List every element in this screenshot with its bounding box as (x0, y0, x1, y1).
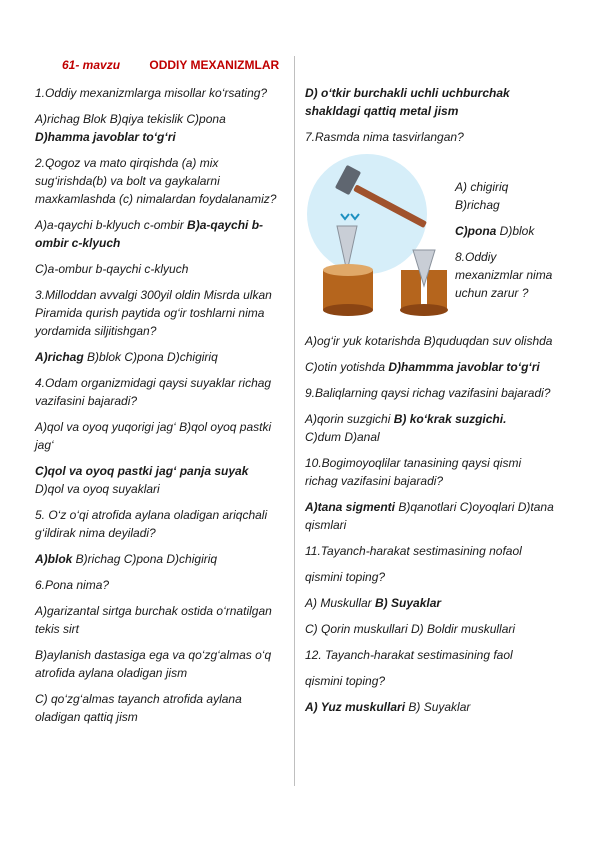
worksheet-header (62, 58, 279, 72)
q6-option-a: A)garizantal sirtga burchak ostida o‘rnatilgan tekis sirt (35, 604, 272, 636)
q4-option-d: D)qol va oyoq suyaklari (35, 482, 160, 496)
q2-option-a: A)a-qaychi b-klyuch c-ombir (35, 218, 188, 232)
q12-options-text: B) Suyaklar (405, 700, 471, 714)
q11-option-a: A) Muskullar (305, 596, 376, 610)
right-stump-left-half (401, 270, 421, 310)
question-8: 8.Oddiy mexanizmlar nima uchun zarur ? (455, 250, 553, 300)
question-4: 4.Odam organizmidagi qaysi suyaklar richag vazifasini bajaradi? (35, 376, 272, 408)
hammer-wedge-figure (305, 154, 555, 324)
question-11-options-ab (305, 594, 555, 612)
question-12: 12. Tayanch-harakat sestimasining faol (305, 648, 513, 662)
q9-option-a: A)qorin suzgichi (305, 412, 394, 426)
question-10: 10.Bogimoyoqlilar tanasining qaysi qismi richag vazifasini bajaradi? (305, 456, 522, 488)
question-9-options (305, 410, 555, 446)
q1-options-text: A)richag Blok B)qiya tekislik C)pona (35, 112, 226, 126)
q7-answer: C)pona (455, 224, 497, 238)
q7-options-ab (455, 178, 555, 214)
question-3-options (35, 348, 287, 366)
q7-options-cd (455, 222, 555, 240)
column-divider (294, 56, 295, 786)
q11-options-cd: C) Qorin muskullari D) Boldir muskullari (305, 622, 516, 636)
question-5: 5. O‘z o‘qi atrofida aylana oladigan ariqchali g‘ildirak nima deyiladi? (35, 508, 268, 540)
q11-answer: B) Suyaklar (375, 596, 442, 610)
left-stump-base (323, 304, 373, 316)
q8-options-ab: A)og‘ir yuk kotarishda B)quduqdan suv olishda (305, 334, 553, 348)
hammer-wedge-illustration-icon (305, 154, 455, 324)
q2-option-c: C)a-ombur b-qaychi c-klyuch (35, 262, 189, 276)
question-7: 7.Rasmda nima tasvirlangan? (305, 130, 464, 144)
question-10-options (305, 498, 555, 534)
q6-option-b: B)aylanish dastasiga ega va qo‘zg‘almas o‘q atrofida aylana oladigan jism (35, 648, 272, 680)
q7-option-a: A) chigiriq (455, 180, 509, 194)
q10-answer: A)tana sigmenti (305, 500, 396, 514)
q5-options-text: B)richag C)pona D)chigiriq (72, 552, 218, 566)
q5-answer: A)blok (35, 552, 73, 566)
q8-answer: D)hammma javoblar to‘g‘ri (388, 360, 540, 374)
question-2-options-ab (35, 216, 287, 252)
question-2: 2.Qogoz va mato qirqishda (a) mix sug‘irishda(b) va bolt va gaykalarni maxkamlashda (c) nimalardan foydalanamiz? (35, 156, 277, 206)
question-12-options (305, 698, 555, 716)
q4-answer: C)qol va oyoq pastki jag‘ panja suyak (35, 464, 249, 478)
q3-answer: A)richag (35, 350, 84, 364)
q7-option-b: B)richag (455, 198, 500, 212)
page-title: ODDIY MEXANIZMLAR (149, 58, 280, 72)
question-6: 6.Pona nima? (35, 578, 110, 592)
question-11-continued: qismini toping? (305, 570, 386, 584)
q6-option-c: C) qo‘zg‘almas tayanch atrofida aylana oladigan qattiq jism (35, 692, 242, 724)
q2-answer: B)a-qaychi b-ombir c-klyuch (35, 218, 264, 250)
topic-number: 61- mavzu (62, 58, 121, 72)
q3-options-text: B)blok C)pona D)chigiriq (83, 350, 218, 364)
right-stump-right-half (427, 270, 447, 310)
q12-answer: A) Yuz muskullari (305, 700, 406, 714)
right-column (305, 84, 555, 724)
question-5-options (35, 550, 287, 568)
q4-options-ab: A)qol va oyoq yuqorigi jag‘ B)qol oyoq pastki jag‘ (35, 420, 272, 452)
q7-option-d: D)blok (496, 224, 535, 238)
question-1: 1.Oddiy mexanizmlarga misollar ko‘rsating? (35, 86, 268, 100)
question-3: 3.Milloddan avvalgi 300yil oldin Misrda ulkan Piramida qurish paytida og‘ir toshlarni nima yordamida siljitishgan? (35, 288, 272, 338)
question-1-options (35, 110, 287, 146)
question-9: 9.Baliqlarning qaysi richag vazifasini bajaradi? (305, 386, 551, 400)
q1-answer: D)hamma javoblar to‘g‘ri (35, 130, 176, 144)
q8-option-c: C)otin yotishda (305, 360, 389, 374)
question-8-options-cd (305, 358, 555, 376)
q10-options-text: B)qanotlari C)oyoqlari D)tana qismlari (305, 500, 554, 532)
q7-q8-options (455, 178, 555, 310)
q9-answer: B) ko‘krak suzgichi. (393, 412, 507, 426)
q6-answer: D) o‘tkir burchakli uchli uchburchak shakldagi qattiq metal jism (305, 86, 510, 118)
question-4-options-cd (35, 462, 287, 498)
question-11: 11.Tayanch-harakat sestimasining nofaol (305, 544, 522, 558)
left-stump-top (323, 264, 373, 276)
q9-options-cd: C)dum D)anal (305, 430, 380, 444)
question-12-continued: qismini toping? (305, 674, 386, 688)
right-stump-base (400, 304, 448, 316)
left-column (35, 84, 287, 734)
